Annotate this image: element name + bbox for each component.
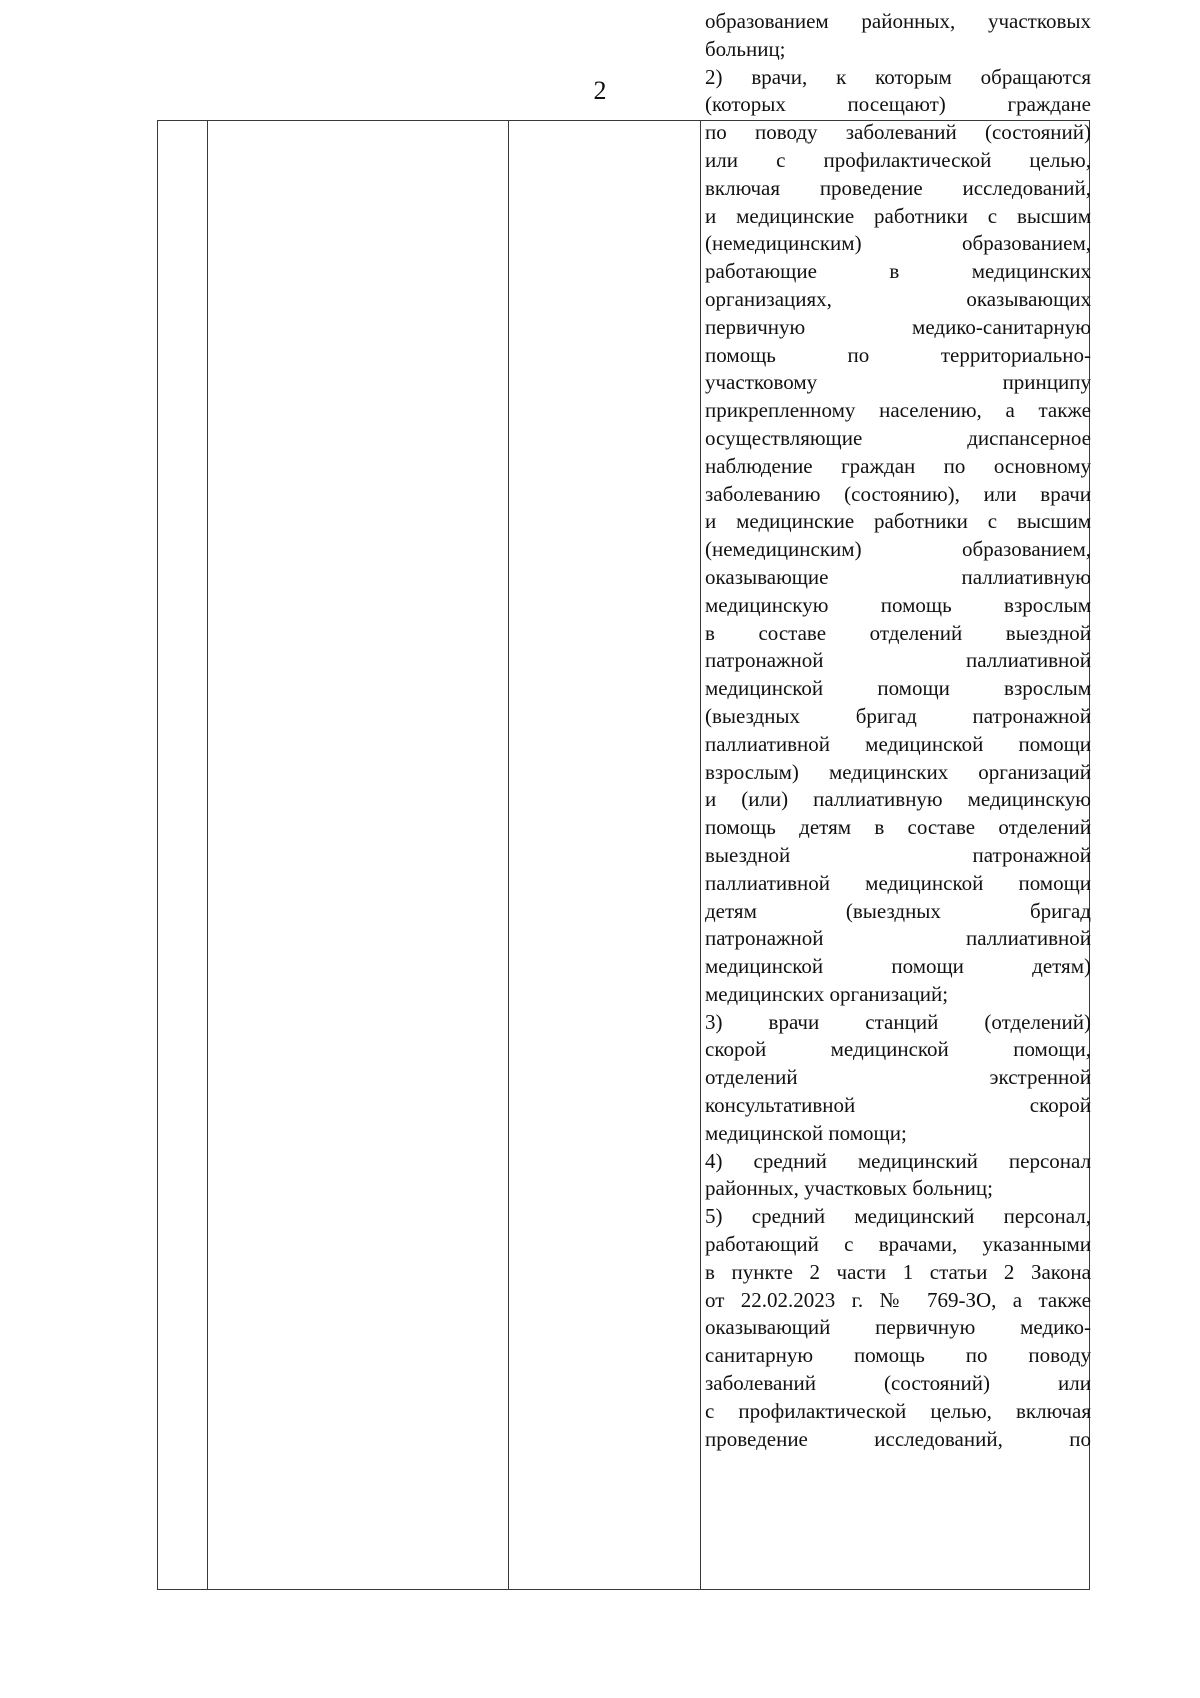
text-line: 4) средний медицинский персонал [705, 1148, 1091, 1173]
table-cell-text [705, 8, 1091, 1453]
text-line: патронажной паллиативной [705, 648, 1091, 673]
text-line: в пункте 2 части 1 статьи 2 Закона [705, 1259, 1091, 1284]
text-line: и медицинские работники с высшим [705, 509, 1091, 534]
text-line: 2) врачи, к которым обращаются [705, 64, 1091, 89]
text-line: от 22.02.2023 г. № 769-ЗО, а также [705, 1287, 1091, 1312]
text-line: (немедицинским) образованием, [705, 537, 1091, 562]
text-line: (выездных бригад патронажной [705, 703, 1091, 728]
text-line: медицинской помощи взрослым [705, 676, 1091, 701]
text-line: или с профилактической целью, [705, 147, 1091, 172]
column-divider-2 [508, 121, 509, 1589]
text-line: по поводу заболеваний (состояний) [705, 120, 1091, 145]
text-line: включая проведение исследований, [705, 175, 1091, 200]
text-line: скорой медицинской помощи, [705, 1037, 1091, 1062]
column-divider-1 [207, 121, 208, 1589]
text-line: помощь детям в составе отделений [705, 815, 1091, 840]
text-line: участковому принципу [705, 370, 1091, 395]
text-line: первичную медико-санитарную [705, 314, 1091, 339]
column-divider-3 [700, 121, 701, 1589]
text-line: оказывающие паллиативную [705, 564, 1091, 589]
text-line: (которых посещают) граждане [705, 92, 1091, 117]
text-line: работающий с врачами, указанными [705, 1232, 1091, 1257]
text-line: детям (выездных бригад [705, 898, 1091, 923]
text-line: заболеванию (состоянию), или врачи [705, 481, 1091, 506]
text-line: с профилактической целью, включая [705, 1398, 1091, 1423]
text-line: выездной патронажной [705, 842, 1091, 867]
text-line: в составе отделений выездной [705, 620, 1091, 645]
text-line: отделений экстренной [705, 1065, 1091, 1090]
text-line: медицинской помощи; [705, 1120, 907, 1145]
text-line: (немедицинским) образованием, [705, 231, 1091, 256]
text-line: проведение исследований, по [705, 1426, 1091, 1451]
text-line: патронажной паллиативной [705, 926, 1091, 951]
text-line: медицинскую помощь взрослым [705, 592, 1091, 617]
text-line: консультативной скорой [705, 1093, 1091, 1118]
text-line: паллиативной медицинской помощи [705, 870, 1091, 895]
text-line: больниц; [705, 36, 786, 61]
text-line: заболеваний (состояний) или [705, 1371, 1091, 1396]
text-line: районных, участковых больниц; [705, 1176, 993, 1201]
text-line: медицинских организаций; [705, 981, 949, 1006]
text-line: 5) средний медицинский персонал, [705, 1204, 1091, 1229]
text-line: прикрепленному населению, а также [705, 398, 1091, 423]
text-line: наблюдение граждан по основному [705, 453, 1091, 478]
page-number: 2 [593, 76, 607, 105]
text-line: помощь по территориально- [705, 342, 1091, 367]
text-line: медицинской помощи детям) [705, 954, 1091, 979]
text-line: и медицинские работники с высшим [705, 203, 1091, 228]
text-line: паллиативной медицинской помощи [705, 731, 1091, 756]
text-line: и (или) паллиативную медицинскую [705, 787, 1091, 812]
text-line: образованием районных, участковых [705, 9, 1091, 33]
text-line: оказывающий первичную медико- [705, 1315, 1091, 1340]
text-line: 3) врачи станций (отделений) [705, 1009, 1091, 1034]
text-line: работающие в медицинских [705, 259, 1091, 284]
text-line: санитарную помощь по поводу [705, 1343, 1091, 1368]
text-line: организациях, оказывающих [705, 286, 1091, 311]
text-line: взрослым) медицинских организаций [705, 759, 1091, 784]
text-line: осуществляющие диспансерное [705, 425, 1091, 450]
